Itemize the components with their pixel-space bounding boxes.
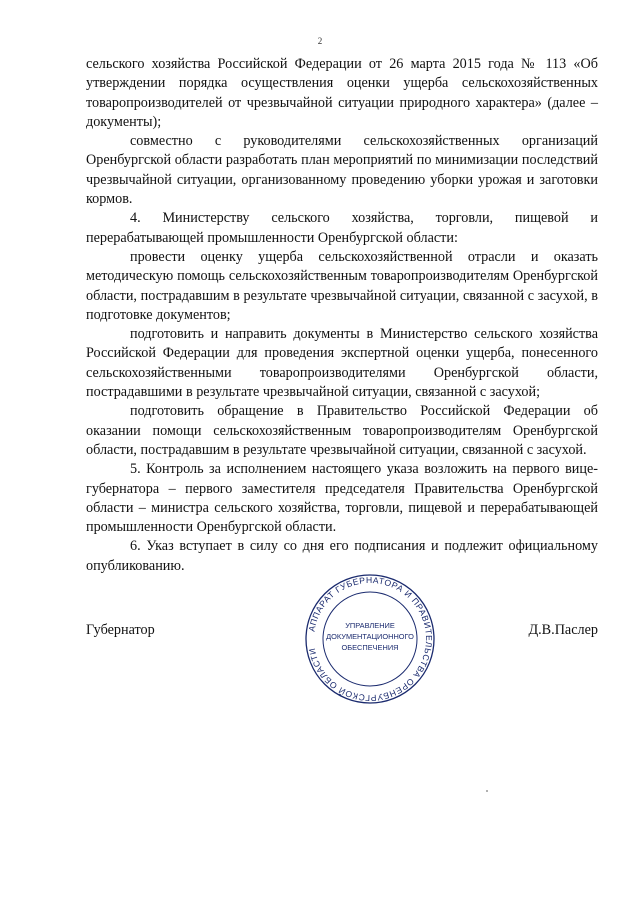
paragraph: 6. Указ вступает в силу со дня его подписания и подлежит официальному опубликованию. [86,538,598,574]
document-body [86,55,598,576]
scan-speck [486,790,488,792]
paragraph: 4. Министерству сельского хозяйства, торговли, пищевой и перерабатывающей промышленности Оренбургской области: [86,210,598,246]
stamp-seal-graphic [292,572,448,706]
stamp-line-3: ОБЕСПЕЧЕНИЯ [341,643,399,652]
stamp-line-2: ДОКУМЕНТАЦИОННОГО [326,632,414,641]
paragraph: сельского хозяйства Российской Федерации от 26 марта 2015 года № 113 «Об утверждении порядка осуществления оценки ущерба сельскохозяйственных товаропроизводителей от чрезвычайной ситуации природного характера» (далее – документы); [86,56,598,130]
paragraph: совместно с руководителями сельскохозяйственных организаций Оренбургской области разработать план мероприятий по минимизации последствий чрезвычайной ситуации, организованному проведению уборки урожая и заготовки кормов. [86,133,598,208]
paragraph: подготовить и направить документы в Министерство сельского хозяйства Российской Федерации для проведения экспертной оценки ущерба, понесенного сельскохозяйственными товаропроизводителями Оренбургской области, пострадавшими в результате чрезвычайной ситуации, связанной с засухой; [86,326,598,401]
stamp-line-1: УПРАВЛЕНИЕ [345,621,395,630]
page-number: 2 [317,36,323,46]
paragraph: 5. Контроль за исполнением настоящего указа возложить на первого вице-губернатора – первого заместителя председателя Правительства Оренбургской области – министра сельского хозяйства, торговли, пищевой и перерабатывающей промышленности Оренбургской области. [86,461,598,536]
signatory-title: Губернатор [86,622,155,638]
signatory-name: Д.В.Паслер [528,622,598,638]
paragraph: провести оценку ущерба сельскохозяйственной отрасли и оказать методическую помощь сельскохозяйственным товаропроизводителям Оренбургской области, пострадавшим в результате чрезвычайной ситуации, связанной с засухой, в подготовке документов; [86,248,598,323]
stamp-ring-text: АППАРАТ ГУБЕРНАТОРА И ПРАВИТЕЛЬСТВА ОРЕНБУРГСКОЙ ОБЛАСТИ [306,574,435,704]
paragraph: подготовить обращение в Правительство Российской Федерации об оказании помощи сельскохозяйственным товаропроизводителям Оренбургской области, пострадавшим в результате чрезвычайной ситуации, связанной с засухой. [86,403,598,458]
official-stamp [292,572,448,706]
